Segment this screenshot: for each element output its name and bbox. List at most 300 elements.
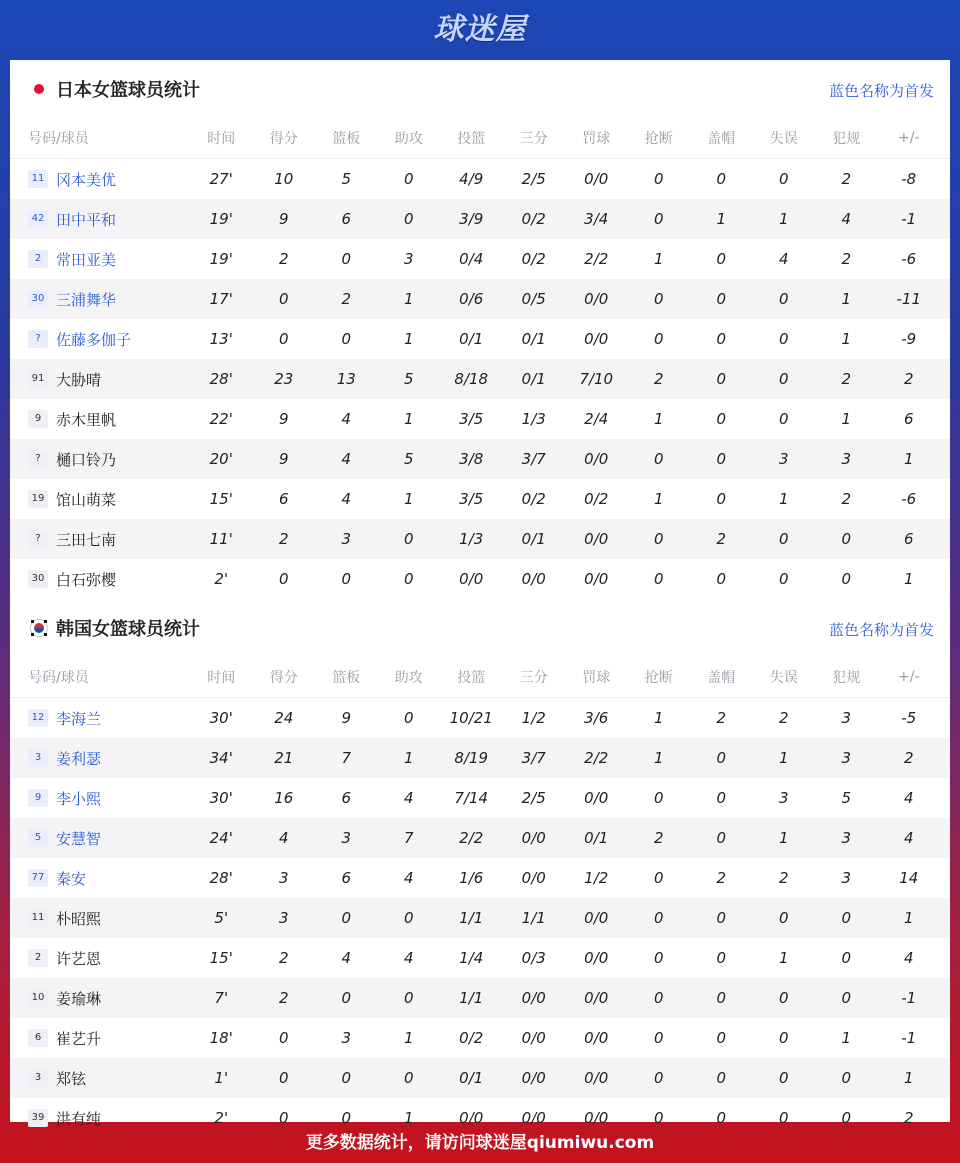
stat-cell: -1 <box>901 1029 917 1047</box>
table-row <box>10 898 950 938</box>
stat-cell: 3/5 <box>459 490 484 508</box>
player-name[interactable]: 李小熙 <box>56 789 102 808</box>
stat-cell: 0/3 <box>521 949 546 967</box>
jersey-number: ? <box>28 530 48 548</box>
stat-cell: 2 <box>716 869 727 887</box>
table-row <box>10 1058 950 1098</box>
stat-cell: 1/1 <box>521 909 546 927</box>
stat-cell: 4 <box>778 250 789 268</box>
column-header: 抢断 <box>644 670 673 686</box>
stat-cell: 5 <box>403 450 414 468</box>
player-name: 樋口铃乃 <box>56 450 117 469</box>
player-name: 洪有纯 <box>56 1109 102 1128</box>
stat-cell: 0 <box>716 989 727 1007</box>
stat-cell: 2/5 <box>521 170 546 188</box>
stat-cell: 6 <box>903 530 914 548</box>
player-name[interactable]: 李海兰 <box>56 709 102 728</box>
stat-cell: 1/2 <box>584 869 609 887</box>
stat-cell: 0 <box>278 290 289 308</box>
stat-cell: 0 <box>341 250 352 268</box>
table-row <box>10 359 950 399</box>
stat-cell: 0/0 <box>584 570 609 588</box>
stat-cell: 3/7 <box>521 450 546 468</box>
table-row <box>10 698 950 738</box>
korea-flag-icon <box>30 619 48 637</box>
korea-section <box>10 599 950 1138</box>
jersey-number: 19 <box>28 490 48 508</box>
column-header: 犯规 <box>832 131 861 147</box>
player-name[interactable]: 三浦舞华 <box>56 290 117 309</box>
player-name: 白石弥樱 <box>56 570 117 589</box>
column-header: 三分 <box>519 670 548 686</box>
stat-cell: 0/1 <box>521 330 546 348</box>
column-header: 助攻 <box>394 670 423 686</box>
stat-cell: 0 <box>716 370 727 388</box>
stat-cell: 1 <box>778 490 789 508</box>
stat-cell: 0 <box>716 450 727 468</box>
stat-cell: 0 <box>653 170 664 188</box>
table-row <box>10 159 950 199</box>
stat-cell: 0 <box>716 909 727 927</box>
player-cell <box>10 1068 190 1089</box>
stat-cell: 0 <box>653 789 664 807</box>
stat-cell: 0 <box>341 1109 352 1127</box>
stat-cell: 4 <box>278 829 289 847</box>
stat-cell: 5 <box>841 789 852 807</box>
stat-cell: 0/2 <box>521 210 546 228</box>
jersey-number: 2 <box>28 250 48 268</box>
stat-cell: 0/0 <box>584 1069 609 1087</box>
stat-cell: 2 <box>278 530 289 548</box>
stat-cell: 24' <box>209 829 233 847</box>
jersey-number: 30 <box>28 570 48 588</box>
stat-cell: 3 <box>278 869 289 887</box>
stat-cell: 10/21 <box>449 709 493 727</box>
stat-cell: 0 <box>403 530 414 548</box>
stat-cell: 2/4 <box>584 410 609 428</box>
player-name: 崔艺升 <box>56 1029 102 1048</box>
stat-cell: 3 <box>341 530 352 548</box>
stat-cell: 0/1 <box>459 330 484 348</box>
site-logo: 球迷屋 <box>433 12 527 47</box>
stat-cell: 0 <box>716 170 727 188</box>
player-name: 三田七南 <box>56 530 117 549</box>
stat-cell: 0 <box>341 1069 352 1087</box>
column-header: 盖帽 <box>707 131 736 147</box>
player-name: 馆山萌菜 <box>56 490 117 509</box>
stat-cell: 20' <box>209 450 233 468</box>
stat-cell: 0 <box>653 989 664 1007</box>
stat-cell: 0 <box>716 410 727 428</box>
stat-cell: 0 <box>653 1109 664 1127</box>
stat-cell: 1 <box>403 290 414 308</box>
stat-cell: 2' <box>214 570 229 588</box>
stat-cell: 4 <box>903 949 914 967</box>
stat-cell: 1 <box>653 250 664 268</box>
stat-cell: 2 <box>653 370 664 388</box>
stat-cell: 0 <box>403 210 414 228</box>
player-cell <box>10 489 190 510</box>
player-cell <box>10 708 190 729</box>
stat-cell: 3/4 <box>584 210 609 228</box>
player-name[interactable]: 佐藤多伽子 <box>56 330 132 349</box>
stat-cell: 7' <box>214 989 229 1007</box>
stat-cell: 0 <box>278 570 289 588</box>
stat-cell: 0 <box>841 570 852 588</box>
stat-cell: 0 <box>778 530 789 548</box>
stat-cell: 3 <box>841 749 852 767</box>
stat-cell: 0 <box>716 330 727 348</box>
stat-cell: 1 <box>841 410 852 428</box>
stat-cell: 2 <box>278 949 289 967</box>
stat-cell: 0 <box>716 490 727 508</box>
stat-cell: 2 <box>716 709 727 727</box>
stat-cell: 0 <box>716 949 727 967</box>
stat-cell: 1 <box>403 749 414 767</box>
stat-cell: 0/0 <box>521 1029 546 1047</box>
stat-cell: 0/5 <box>521 290 546 308</box>
player-cell <box>10 748 190 769</box>
column-header: 篮板 <box>332 131 361 147</box>
stat-cell: 0/2 <box>459 1029 484 1047</box>
stat-cell: 15' <box>209 490 233 508</box>
stat-cell: 4 <box>903 789 914 807</box>
stat-cell: 0 <box>278 1029 289 1047</box>
stat-cell: 3 <box>841 709 852 727</box>
jersey-number: 11 <box>28 909 48 927</box>
column-header: 盖帽 <box>707 670 736 686</box>
stat-cell: 0 <box>341 570 352 588</box>
player-cell <box>10 169 190 190</box>
stat-cell: 3 <box>778 789 789 807</box>
stat-cell: 1 <box>841 330 852 348</box>
stat-cell: 6 <box>341 210 352 228</box>
stat-cell: 0 <box>403 909 414 927</box>
stat-cell: 1 <box>653 410 664 428</box>
stat-cell: 3 <box>841 829 852 847</box>
player-name[interactable]: 田中平和 <box>56 210 117 229</box>
stat-cell: 2 <box>778 869 789 887</box>
stat-cell: 0 <box>653 869 664 887</box>
stat-cell: 0 <box>278 1069 289 1087</box>
stat-cell: 1 <box>903 909 914 927</box>
player-name: 朴昭熙 <box>56 909 102 928</box>
stat-cell: 0 <box>841 530 852 548</box>
stat-cell: 1' <box>214 1069 229 1087</box>
japan-table-body <box>10 159 950 599</box>
player-cell <box>10 988 190 1009</box>
stat-cell: 1 <box>903 570 914 588</box>
jersey-number: 11 <box>28 170 48 188</box>
stat-cell: 1 <box>778 829 789 847</box>
table-row <box>10 938 950 978</box>
stat-cell: 4 <box>341 490 352 508</box>
stats-panel <box>10 60 950 1128</box>
stat-cell: 0/2 <box>521 250 546 268</box>
stat-cell: 1 <box>903 450 914 468</box>
stat-cell: 22' <box>209 410 233 428</box>
stat-cell: 2 <box>903 749 914 767</box>
korea-section-header <box>10 599 950 657</box>
stat-cell: 11' <box>209 530 233 548</box>
stat-cell: -9 <box>901 330 917 348</box>
stat-cell: 1 <box>653 749 664 767</box>
column-header: +/- <box>898 130 920 146</box>
stat-cell: 2 <box>841 490 852 508</box>
stat-cell: 7/10 <box>579 370 614 388</box>
stat-cell: 28' <box>209 370 233 388</box>
stat-cell: 3 <box>341 1029 352 1047</box>
player-cell <box>10 529 190 550</box>
table-header <box>10 657 950 698</box>
stat-cell: 0 <box>778 410 789 428</box>
stat-cell: 3/8 <box>459 450 484 468</box>
player-name: 姜瑜琳 <box>56 989 102 1008</box>
stat-cell: 6 <box>341 789 352 807</box>
japan-flag-icon <box>30 80 48 98</box>
table-row <box>10 818 950 858</box>
stat-cell: 3/9 <box>459 210 484 228</box>
stat-cell: 13 <box>336 370 356 388</box>
stat-cell: 28' <box>209 869 233 887</box>
player-name: 许艺恩 <box>56 949 102 968</box>
stat-cell: 0 <box>716 789 727 807</box>
stat-cell: 0 <box>341 989 352 1007</box>
stat-cell: 2 <box>841 250 852 268</box>
stat-cell: 0 <box>653 210 664 228</box>
stat-cell: 0 <box>653 909 664 927</box>
stat-cell: 0/0 <box>584 949 609 967</box>
stat-cell: 16 <box>274 789 294 807</box>
stat-cell: 0 <box>341 909 352 927</box>
player-cell <box>10 948 190 969</box>
japan-section-title: 日本女篮球员统计 <box>56 80 200 101</box>
column-header: 号码/球员 <box>28 131 89 147</box>
table-header <box>10 118 950 159</box>
stat-cell: 3 <box>778 450 789 468</box>
column-header: 投篮 <box>457 670 486 686</box>
player-name[interactable]: 冈本美优 <box>56 170 117 189</box>
stat-cell: 3 <box>403 250 414 268</box>
stat-cell: 1 <box>778 949 789 967</box>
stat-cell: 1 <box>403 330 414 348</box>
stat-cell: -5 <box>901 709 917 727</box>
stat-cell: 0 <box>841 1109 852 1127</box>
stat-cell: 15' <box>209 949 233 967</box>
stat-cell: 0 <box>716 250 727 268</box>
player-cell <box>10 908 190 929</box>
stat-cell: -8 <box>901 170 917 188</box>
player-name: 大胁晴 <box>56 370 102 389</box>
stat-cell: 2 <box>278 989 289 1007</box>
jersey-number: 12 <box>28 709 48 727</box>
stat-cell: 0 <box>778 1109 789 1127</box>
column-header: 助攻 <box>394 131 423 147</box>
stat-cell: 0 <box>778 170 789 188</box>
stat-cell: 1 <box>403 1029 414 1047</box>
stat-cell: 0/0 <box>584 1029 609 1047</box>
stat-cell: 1 <box>403 1109 414 1127</box>
stat-cell: 0/0 <box>584 330 609 348</box>
stat-cell: 0 <box>403 170 414 188</box>
player-name[interactable]: 常田亚美 <box>56 250 117 269</box>
stat-cell: 0 <box>653 450 664 468</box>
stat-cell: 0 <box>653 570 664 588</box>
jersey-number: 91 <box>28 370 48 388</box>
stat-cell: 0 <box>403 1069 414 1087</box>
stat-cell: 0 <box>778 989 789 1007</box>
table-row <box>10 858 950 898</box>
column-header: 罚球 <box>582 131 611 147</box>
stat-cell: 5 <box>341 170 352 188</box>
starter-note: 蓝色名称为首发 <box>828 82 934 100</box>
stat-cell: 2/2 <box>584 250 609 268</box>
stat-cell: 6 <box>278 490 289 508</box>
stat-cell: -1 <box>901 989 917 1007</box>
japan-section <box>10 60 950 599</box>
stat-cell: 18' <box>209 1029 233 1047</box>
stat-cell: 0/0 <box>584 450 609 468</box>
player-cell <box>10 409 190 430</box>
stat-cell: 1 <box>841 1029 852 1047</box>
stat-cell: 7 <box>403 829 414 847</box>
stat-cell: 6 <box>903 410 914 428</box>
stat-cell: 4 <box>341 949 352 967</box>
stat-cell: 1/1 <box>459 989 484 1007</box>
column-header: 失误 <box>769 670 798 686</box>
stat-cell: 1 <box>716 210 727 228</box>
column-header: 投篮 <box>457 131 486 147</box>
stat-cell: 17' <box>209 290 233 308</box>
player-cell <box>10 249 190 270</box>
player-name[interactable]: 秦安 <box>56 869 87 888</box>
stat-cell: 1 <box>653 490 664 508</box>
jersey-number: 9 <box>28 410 48 428</box>
stat-cell: 3/7 <box>521 749 546 767</box>
stat-cell: 0/6 <box>459 290 484 308</box>
stat-cell: 0 <box>841 949 852 967</box>
stat-cell: 13' <box>209 330 233 348</box>
stat-cell: 0 <box>341 330 352 348</box>
table-row <box>10 399 950 439</box>
stat-cell: 0 <box>403 989 414 1007</box>
stat-cell: 0/0 <box>584 989 609 1007</box>
column-header: 时间 <box>207 670 236 686</box>
stat-cell: 19' <box>209 210 233 228</box>
stat-cell: 0 <box>716 1109 727 1127</box>
stat-cell: 2 <box>341 290 352 308</box>
stat-cell: 0 <box>778 290 789 308</box>
stat-cell: 2 <box>841 170 852 188</box>
stat-cell: 0/1 <box>521 370 546 388</box>
stat-cell: 2' <box>214 1109 229 1127</box>
stat-cell: 5' <box>214 909 229 927</box>
stat-cell: 2/2 <box>584 749 609 767</box>
stat-cell: -11 <box>896 290 921 308</box>
player-cell <box>10 868 190 889</box>
stat-cell: 0 <box>778 570 789 588</box>
stat-cell: 0/0 <box>521 570 546 588</box>
korea-section-title: 韩国女篮球员统计 <box>56 619 200 640</box>
table-row <box>10 738 950 778</box>
jersey-number: 3 <box>28 749 48 767</box>
stat-cell: 1/3 <box>459 530 484 548</box>
stat-cell: 1 <box>778 210 789 228</box>
stat-cell: 1/3 <box>521 410 546 428</box>
stat-cell: 5 <box>403 370 414 388</box>
table-row <box>10 1018 950 1058</box>
stat-cell: 0 <box>841 989 852 1007</box>
player-name[interactable]: 姜利瑟 <box>56 749 102 768</box>
stat-cell: 9 <box>278 410 289 428</box>
stat-cell: -6 <box>901 490 917 508</box>
table-row <box>10 439 950 479</box>
stat-cell: 0 <box>653 1069 664 1087</box>
column-header: 得分 <box>269 670 298 686</box>
player-cell <box>10 828 190 849</box>
stat-cell: 4 <box>341 410 352 428</box>
korea-table-body <box>10 698 950 1138</box>
stat-cell: 7/14 <box>454 789 489 807</box>
player-cell <box>10 449 190 470</box>
stat-cell: 0/0 <box>521 989 546 1007</box>
stat-cell: 4 <box>403 869 414 887</box>
stat-cell: 0 <box>653 530 664 548</box>
table-row <box>10 279 950 319</box>
stat-cell: 3 <box>278 909 289 927</box>
player-cell <box>10 289 190 310</box>
stat-cell: 0/0 <box>521 1109 546 1127</box>
stat-cell: 4 <box>903 829 914 847</box>
stat-cell: 0/0 <box>459 570 484 588</box>
player-name[interactable]: 安慧智 <box>56 829 102 848</box>
player-name: 赤木里帆 <box>56 410 117 429</box>
stat-cell: 9 <box>341 709 352 727</box>
table-row <box>10 479 950 519</box>
column-header: 篮板 <box>332 670 361 686</box>
jersey-number: 3 <box>28 1069 48 1087</box>
stat-cell: 2 <box>841 370 852 388</box>
stat-cell: -1 <box>901 210 917 228</box>
table-row <box>10 239 950 279</box>
jersey-number: 9 <box>28 789 48 807</box>
stat-cell: 27' <box>209 170 233 188</box>
stat-cell: 0/2 <box>584 490 609 508</box>
column-header: 时间 <box>207 131 236 147</box>
player-cell <box>10 788 190 809</box>
stat-cell: 1 <box>403 410 414 428</box>
stat-cell: 3 <box>841 869 852 887</box>
stat-cell: 0/0 <box>521 1069 546 1087</box>
column-header: 三分 <box>519 131 548 147</box>
stat-cell: 0 <box>653 1029 664 1047</box>
stat-cell: 0/1 <box>459 1069 484 1087</box>
footer-link[interactable]: 更多数据统计，请访问球迷屋qiumiwu.com <box>305 1133 655 1153</box>
player-cell <box>10 369 190 390</box>
stat-cell: 30' <box>209 709 233 727</box>
stat-cell: 1/1 <box>459 909 484 927</box>
stat-cell: 24 <box>274 709 294 727</box>
stat-cell: 19' <box>209 250 233 268</box>
stat-cell: 8/19 <box>454 749 489 767</box>
column-header: 得分 <box>269 131 298 147</box>
stat-cell: 0 <box>716 829 727 847</box>
stat-cell: 0 <box>653 330 664 348</box>
stat-cell: 6 <box>341 869 352 887</box>
column-header: 抢断 <box>644 131 673 147</box>
stat-cell: 3/6 <box>584 709 609 727</box>
stat-cell: 2 <box>903 370 914 388</box>
